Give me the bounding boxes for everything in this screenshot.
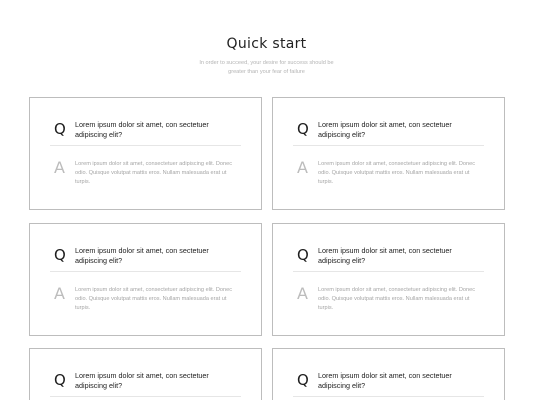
faq-answer-row	[297, 284, 484, 324]
divider	[50, 396, 241, 397]
faq-answer-row	[297, 158, 484, 198]
question-marker: Q	[54, 246, 66, 264]
question-marker: Q	[54, 371, 66, 389]
faq-answer: Lorem ipsum dolor sit amet, consectetuer adipiscing elit. Donec odio. Quisque volutpat mattis eros. Nullam malesuada erat ut turpis.	[318, 287, 476, 312]
faq-question: Lorem ipsum dolor sit amet, con sectetuer adipiscing elit?	[318, 371, 452, 390]
faq-question: Lorem ipsum dolor sit amet, con sectetuer adipiscing elit?	[318, 246, 452, 265]
page-subtitle: In order to succeed, your desire for success should be greater than your fear of failure	[199, 60, 334, 75]
question-marker: Q	[297, 371, 309, 389]
answer-marker: A	[54, 284, 65, 303]
faq-question-row	[54, 244, 241, 272]
faq-card[interactable]	[29, 97, 262, 210]
faq-card[interactable]	[29, 348, 262, 400]
divider	[293, 396, 484, 397]
faq-answer: Lorem ipsum dolor sit amet, consectetuer adipiscing elit. Donec odio. Quisque volutpat mattis eros. Nullam malesuada erat ut turpis.	[75, 161, 233, 186]
faq-answer: Lorem ipsum dolor sit amet, consectetuer adipiscing elit. Donec odio. Quisque volutpat mattis eros. Nullam malesuada erat ut turpis.	[75, 287, 233, 312]
faq-question-row	[54, 118, 241, 146]
divider	[293, 145, 484, 146]
faq-card[interactable]	[272, 348, 505, 400]
section-header	[0, 36, 533, 77]
faq-card[interactable]	[272, 97, 505, 210]
faq-question-row	[297, 118, 484, 146]
divider	[293, 271, 484, 272]
answer-marker: A	[297, 158, 308, 177]
faq-question: Lorem ipsum dolor sit amet, con sectetuer adipiscing elit?	[318, 120, 452, 139]
divider	[50, 271, 241, 272]
faq-question-row	[54, 369, 241, 397]
divider	[50, 145, 241, 146]
faq-question-row	[297, 369, 484, 397]
page-title: Quick start	[226, 36, 307, 52]
answer-marker: A	[54, 158, 65, 177]
faq-card[interactable]	[272, 223, 505, 336]
faq-answer-row	[54, 158, 241, 198]
faq-answer: Lorem ipsum dolor sit amet, consectetuer adipiscing elit. Donec odio. Quisque volutpat mattis eros. Nullam malesuada erat ut turpis.	[318, 161, 476, 186]
question-marker: Q	[54, 120, 66, 138]
faq-answer-row	[54, 284, 241, 324]
faq-question: Lorem ipsum dolor sit amet, con sectetuer adipiscing elit?	[75, 120, 209, 139]
faq-question-row	[297, 244, 484, 272]
answer-marker: A	[297, 284, 308, 303]
question-marker: Q	[297, 120, 309, 138]
question-marker: Q	[297, 246, 309, 264]
faq-question: Lorem ipsum dolor sit amet, con sectetuer adipiscing elit?	[75, 371, 209, 390]
faq-card[interactable]	[29, 223, 262, 336]
faq-question: Lorem ipsum dolor sit amet, con sectetuer adipiscing elit?	[75, 246, 209, 265]
